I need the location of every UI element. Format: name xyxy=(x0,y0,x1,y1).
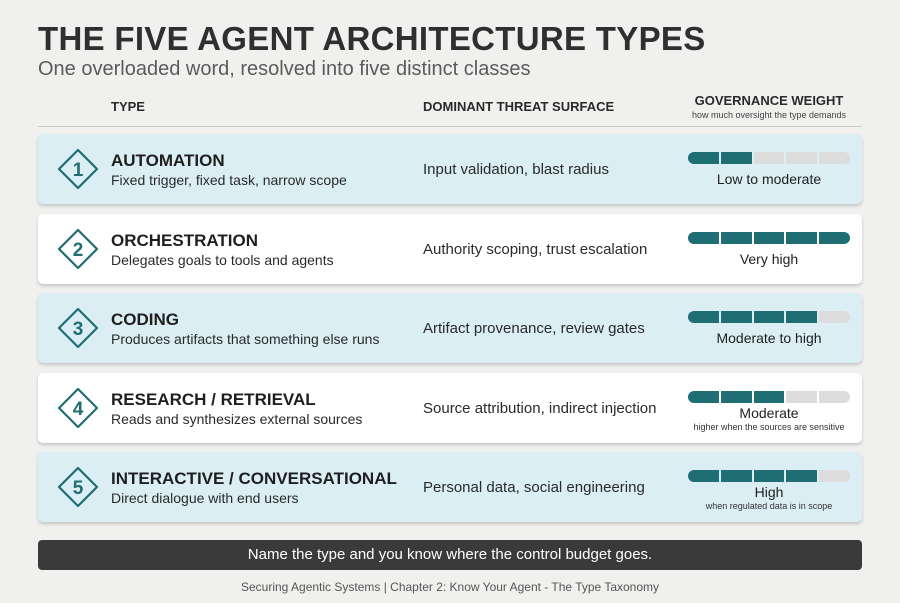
governance-segment xyxy=(786,311,817,323)
row-number: 5 xyxy=(72,478,84,499)
row-number: 2 xyxy=(72,239,84,261)
column-header-type: TYPE xyxy=(111,99,145,114)
type-name: RESEARCH / RETRIEVAL xyxy=(111,389,316,409)
governance-segment xyxy=(754,470,785,482)
governance-segment xyxy=(754,311,785,323)
type-description: Reads and synthesizes external sources xyxy=(111,410,363,427)
summary-banner: Name the type and you know where the control budget goes. xyxy=(38,540,862,570)
governance-segment xyxy=(819,311,850,323)
type-description: Delegates goals to tools and agents xyxy=(111,251,334,268)
governance-label: Moderate to high xyxy=(716,330,822,346)
number-diamond-icon xyxy=(57,228,99,270)
row-number: 3 xyxy=(72,319,84,340)
page-title: THE FIVE AGENT ARCHITECTURE TYPES xyxy=(38,20,706,57)
number-diamond-icon xyxy=(57,307,99,349)
number-diamond-icon xyxy=(57,387,99,429)
governance-segment xyxy=(786,470,817,482)
governance-segment xyxy=(721,470,752,482)
type-row xyxy=(38,373,862,443)
type-name: AUTOMATION xyxy=(111,151,225,170)
governance-segment xyxy=(754,391,785,403)
governance-segment xyxy=(819,391,850,403)
governance-segment xyxy=(688,232,719,244)
governance-segment xyxy=(688,152,719,164)
governance-segment xyxy=(786,152,817,164)
number-diamond-icon xyxy=(57,466,99,508)
governance-segment xyxy=(786,232,817,244)
governance-segment xyxy=(754,152,785,164)
governance-label: Moderate xyxy=(739,404,799,421)
type-name: INTERACTIVE / CONVERSATIONAL xyxy=(111,469,397,488)
type-name: ORCHESTRATION xyxy=(111,230,259,250)
governance-bar xyxy=(688,232,850,244)
governance-segment xyxy=(721,152,752,164)
governance-segment xyxy=(688,470,719,482)
governance-bar xyxy=(688,470,850,482)
governance-bar xyxy=(688,391,850,403)
row-number: 1 xyxy=(72,160,84,181)
column-header-threat: DOMINANT THREAT SURFACE xyxy=(423,99,615,114)
governance-note: higher when the sources are sensitive xyxy=(693,421,845,432)
threat-surface: Authority scoping, trust escalation xyxy=(423,240,648,258)
governance-label: Very high xyxy=(739,250,799,267)
governance-bar xyxy=(688,311,850,323)
column-header-governance: GOVERNANCE WEIGHT xyxy=(694,93,844,108)
header-divider xyxy=(38,126,862,127)
governance-segment xyxy=(786,391,817,403)
type-row xyxy=(38,214,862,284)
governance-label: High xyxy=(754,484,784,500)
threat-surface: Input validation, blast radius xyxy=(423,161,609,178)
threat-surface: Source attribution, indirect injection xyxy=(423,399,657,417)
governance-segment xyxy=(721,311,752,323)
type-name: CODING xyxy=(111,310,179,329)
governance-segment xyxy=(688,311,719,323)
governance-note: when regulated data is in scope xyxy=(705,501,833,511)
governance-segment xyxy=(721,391,752,403)
governance-segment xyxy=(819,152,850,164)
type-row xyxy=(38,452,862,522)
type-description: Fixed trigger, fixed task, narrow scope xyxy=(111,172,347,188)
governance-segment xyxy=(721,232,752,244)
number-diamond-icon xyxy=(57,148,99,190)
type-row xyxy=(38,134,862,204)
threat-surface: Artifact provenance, review gates xyxy=(423,320,645,337)
type-row xyxy=(38,293,862,363)
governance-segment xyxy=(688,391,719,403)
footer-caption: Securing Agentic Systems | Chapter 2: Know Your Agent - The Type Taxonomy xyxy=(240,580,660,594)
type-description: Produces artifacts that something else runs xyxy=(111,331,380,347)
governance-label: Low to moderate xyxy=(716,171,822,187)
governance-segment xyxy=(754,232,785,244)
threat-surface: Personal data, social engineering xyxy=(423,479,645,496)
governance-segment xyxy=(819,232,850,244)
page-subtitle: One overloaded word, resolved into five distinct classes xyxy=(38,58,531,80)
governance-bar xyxy=(688,152,850,164)
governance-segment xyxy=(819,470,850,482)
type-rows xyxy=(38,134,862,532)
column-header-governance-sub: how much oversight the type demands xyxy=(691,110,847,120)
row-number: 4 xyxy=(72,398,84,420)
type-description: Direct dialogue with end users xyxy=(111,490,299,506)
